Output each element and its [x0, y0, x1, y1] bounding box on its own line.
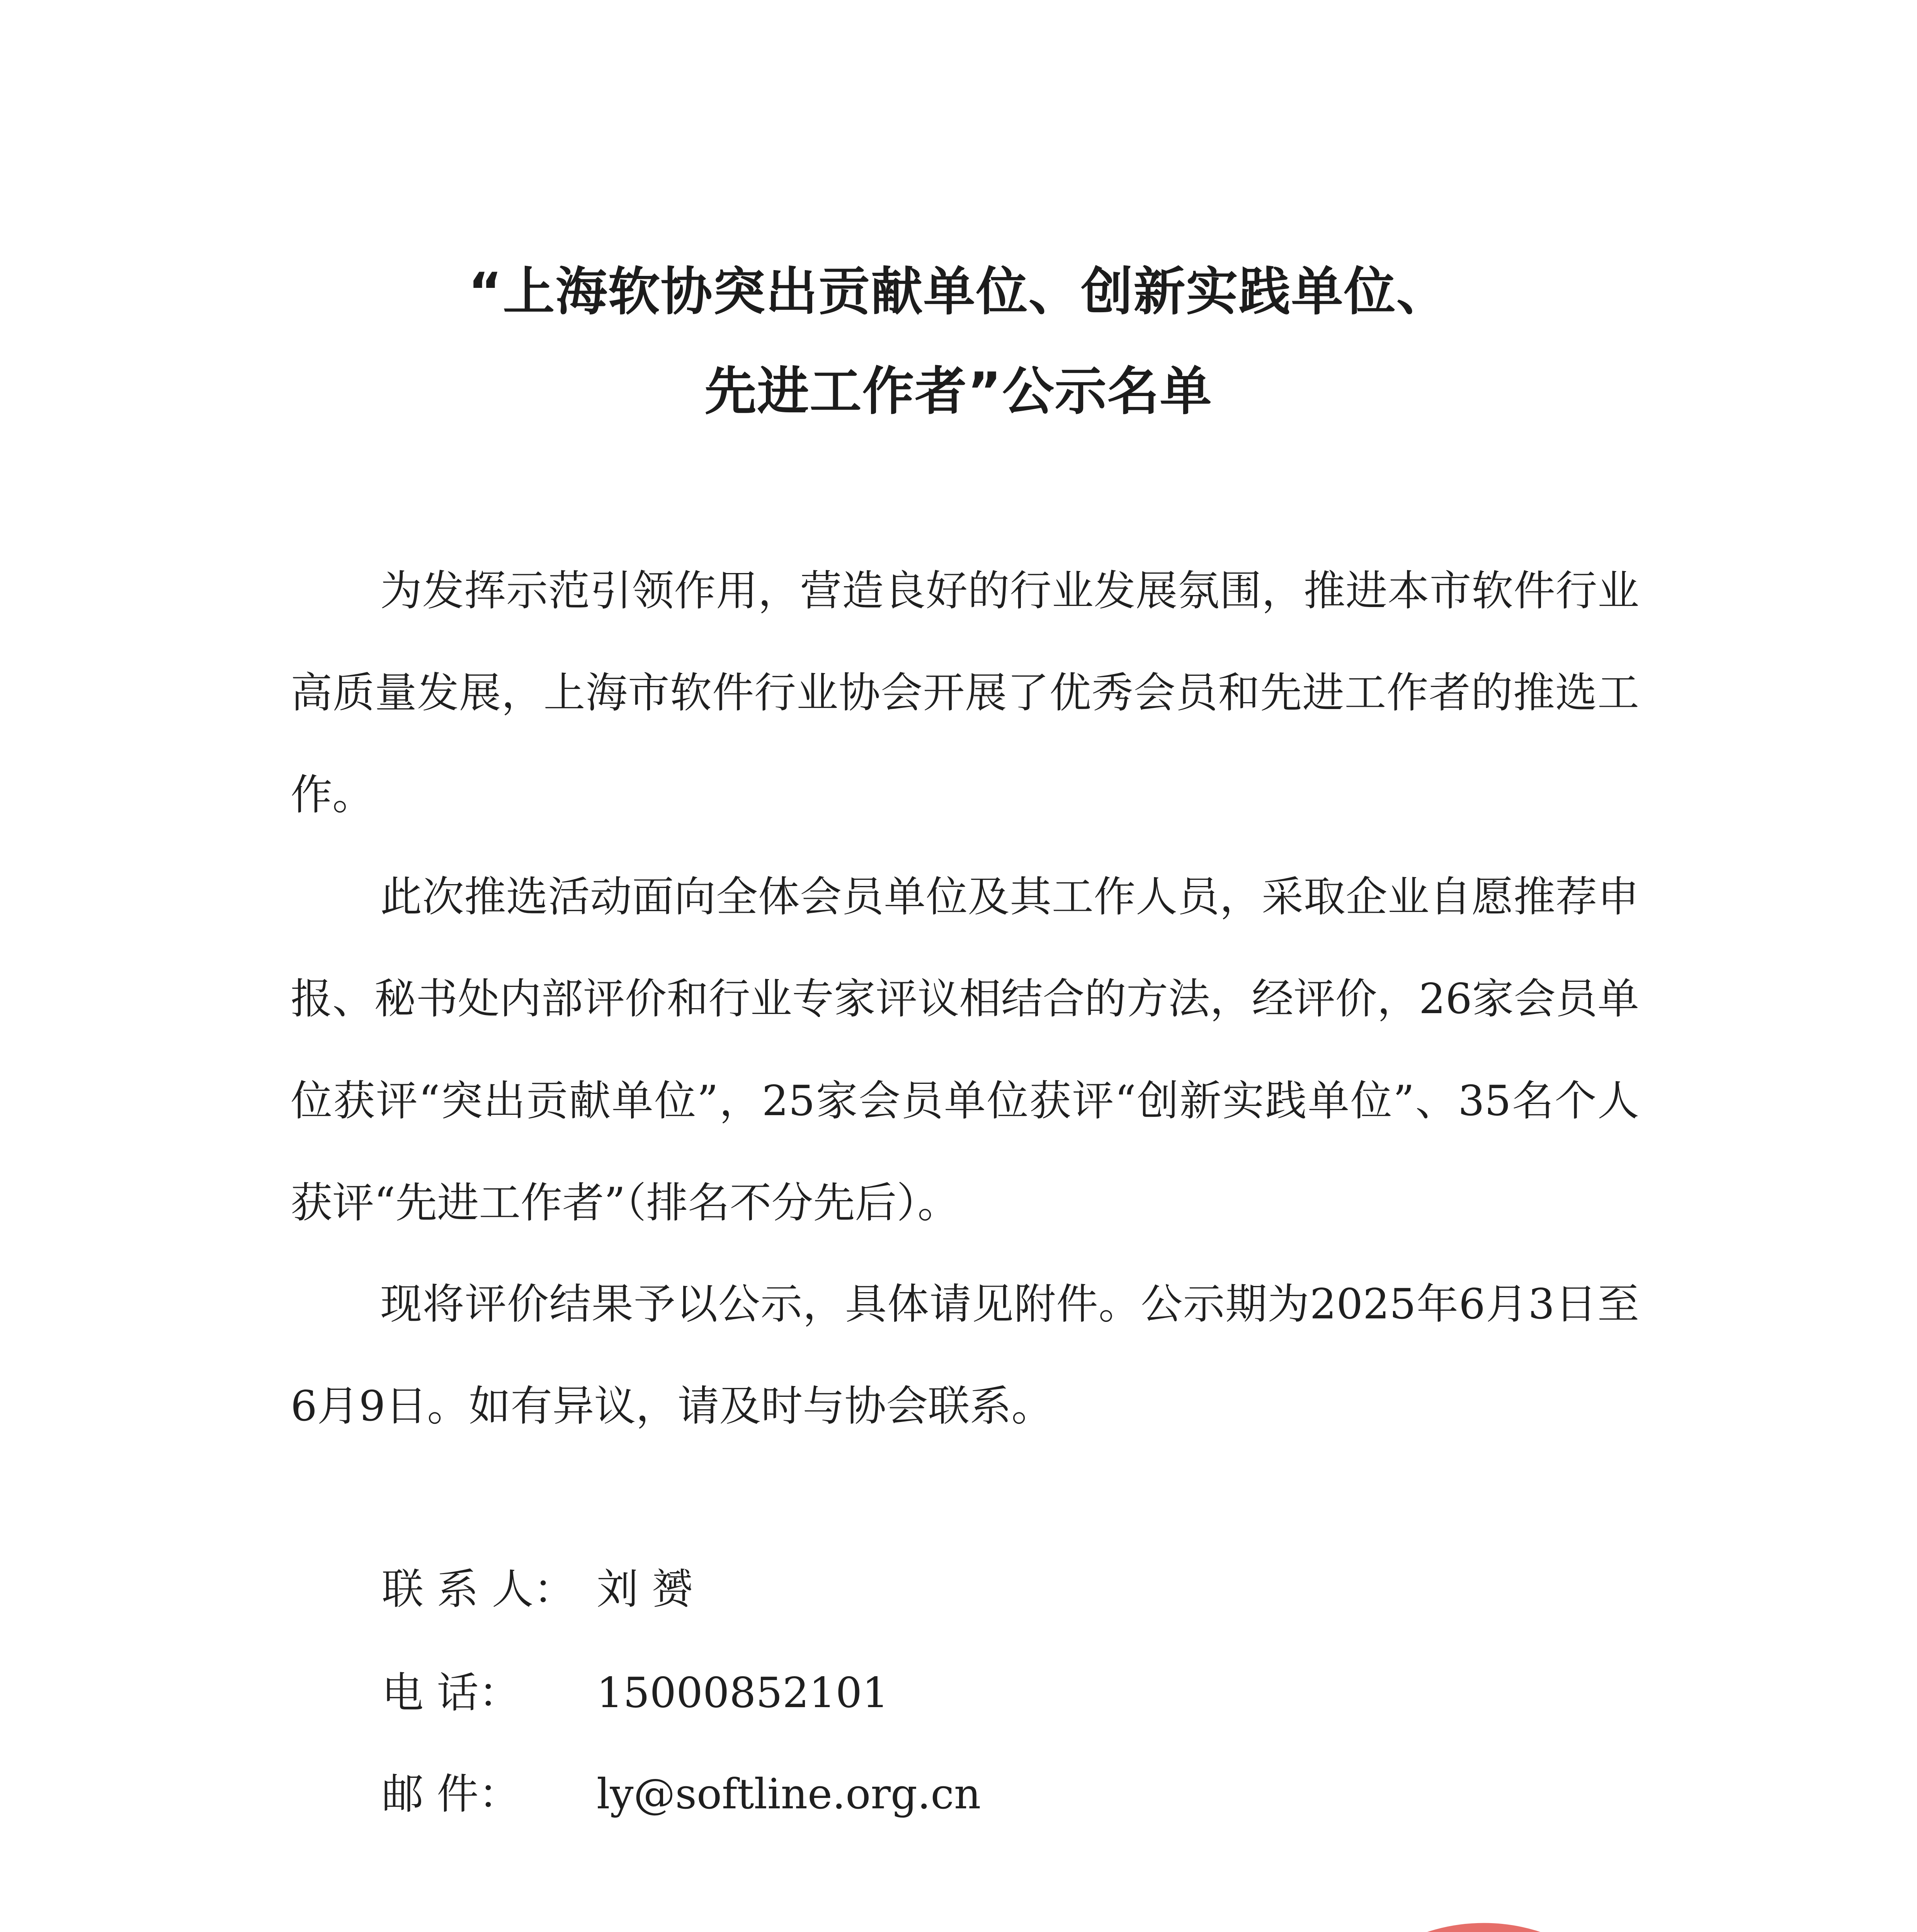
- body-paragraph-2: 此次推选活动面向全体会员单位及其工作人员，采取企业自愿推荐申报、秘书处内部评价和行业专家评议相结合的方法，经评价，26家会员单位获评“突出贡献单位”，25家会员单位获评“创新实践单位”、35名个人获评“先进工作者”（排名不分先后）。: [291, 873, 1639, 1227]
- document-title-line-2: 先进工作者”公示名单: [704, 361, 1213, 422]
- contact-email-row: [382, 1770, 981, 1818]
- official-seal: [1294, 1917, 1673, 1932]
- document-title-line-1: “上海软协突出贡献单位、创新实践单位、: [468, 262, 1449, 322]
- contact-phone-value: 15000852101: [597, 1669, 889, 1717]
- contact-email-label: 邮 件：: [382, 1770, 520, 1818]
- body-paragraph-3: 现将评价结果予以公示，具体请见附件。公示期为2025年6月3日至6月9日。如有异议，请及时与协会联系。: [291, 1280, 1639, 1430]
- contact-email-value: ly@softline.org.cn: [597, 1770, 981, 1818]
- contact-person-row: [382, 1565, 694, 1614]
- contact-phone-label: 电 话：: [382, 1669, 520, 1717]
- body-paragraph-1: 为发挥示范引领作用，营造良好的行业发展氛围，推进本市软件行业高质量发展，上海市软件行业协会开展了优秀会员和先进工作者的推选工作。: [291, 567, 1639, 819]
- contact-phone-row: [382, 1669, 889, 1717]
- contact-person-label: 联 系 人：: [382, 1565, 575, 1614]
- contact-person-value: 刘 赟: [597, 1565, 694, 1614]
